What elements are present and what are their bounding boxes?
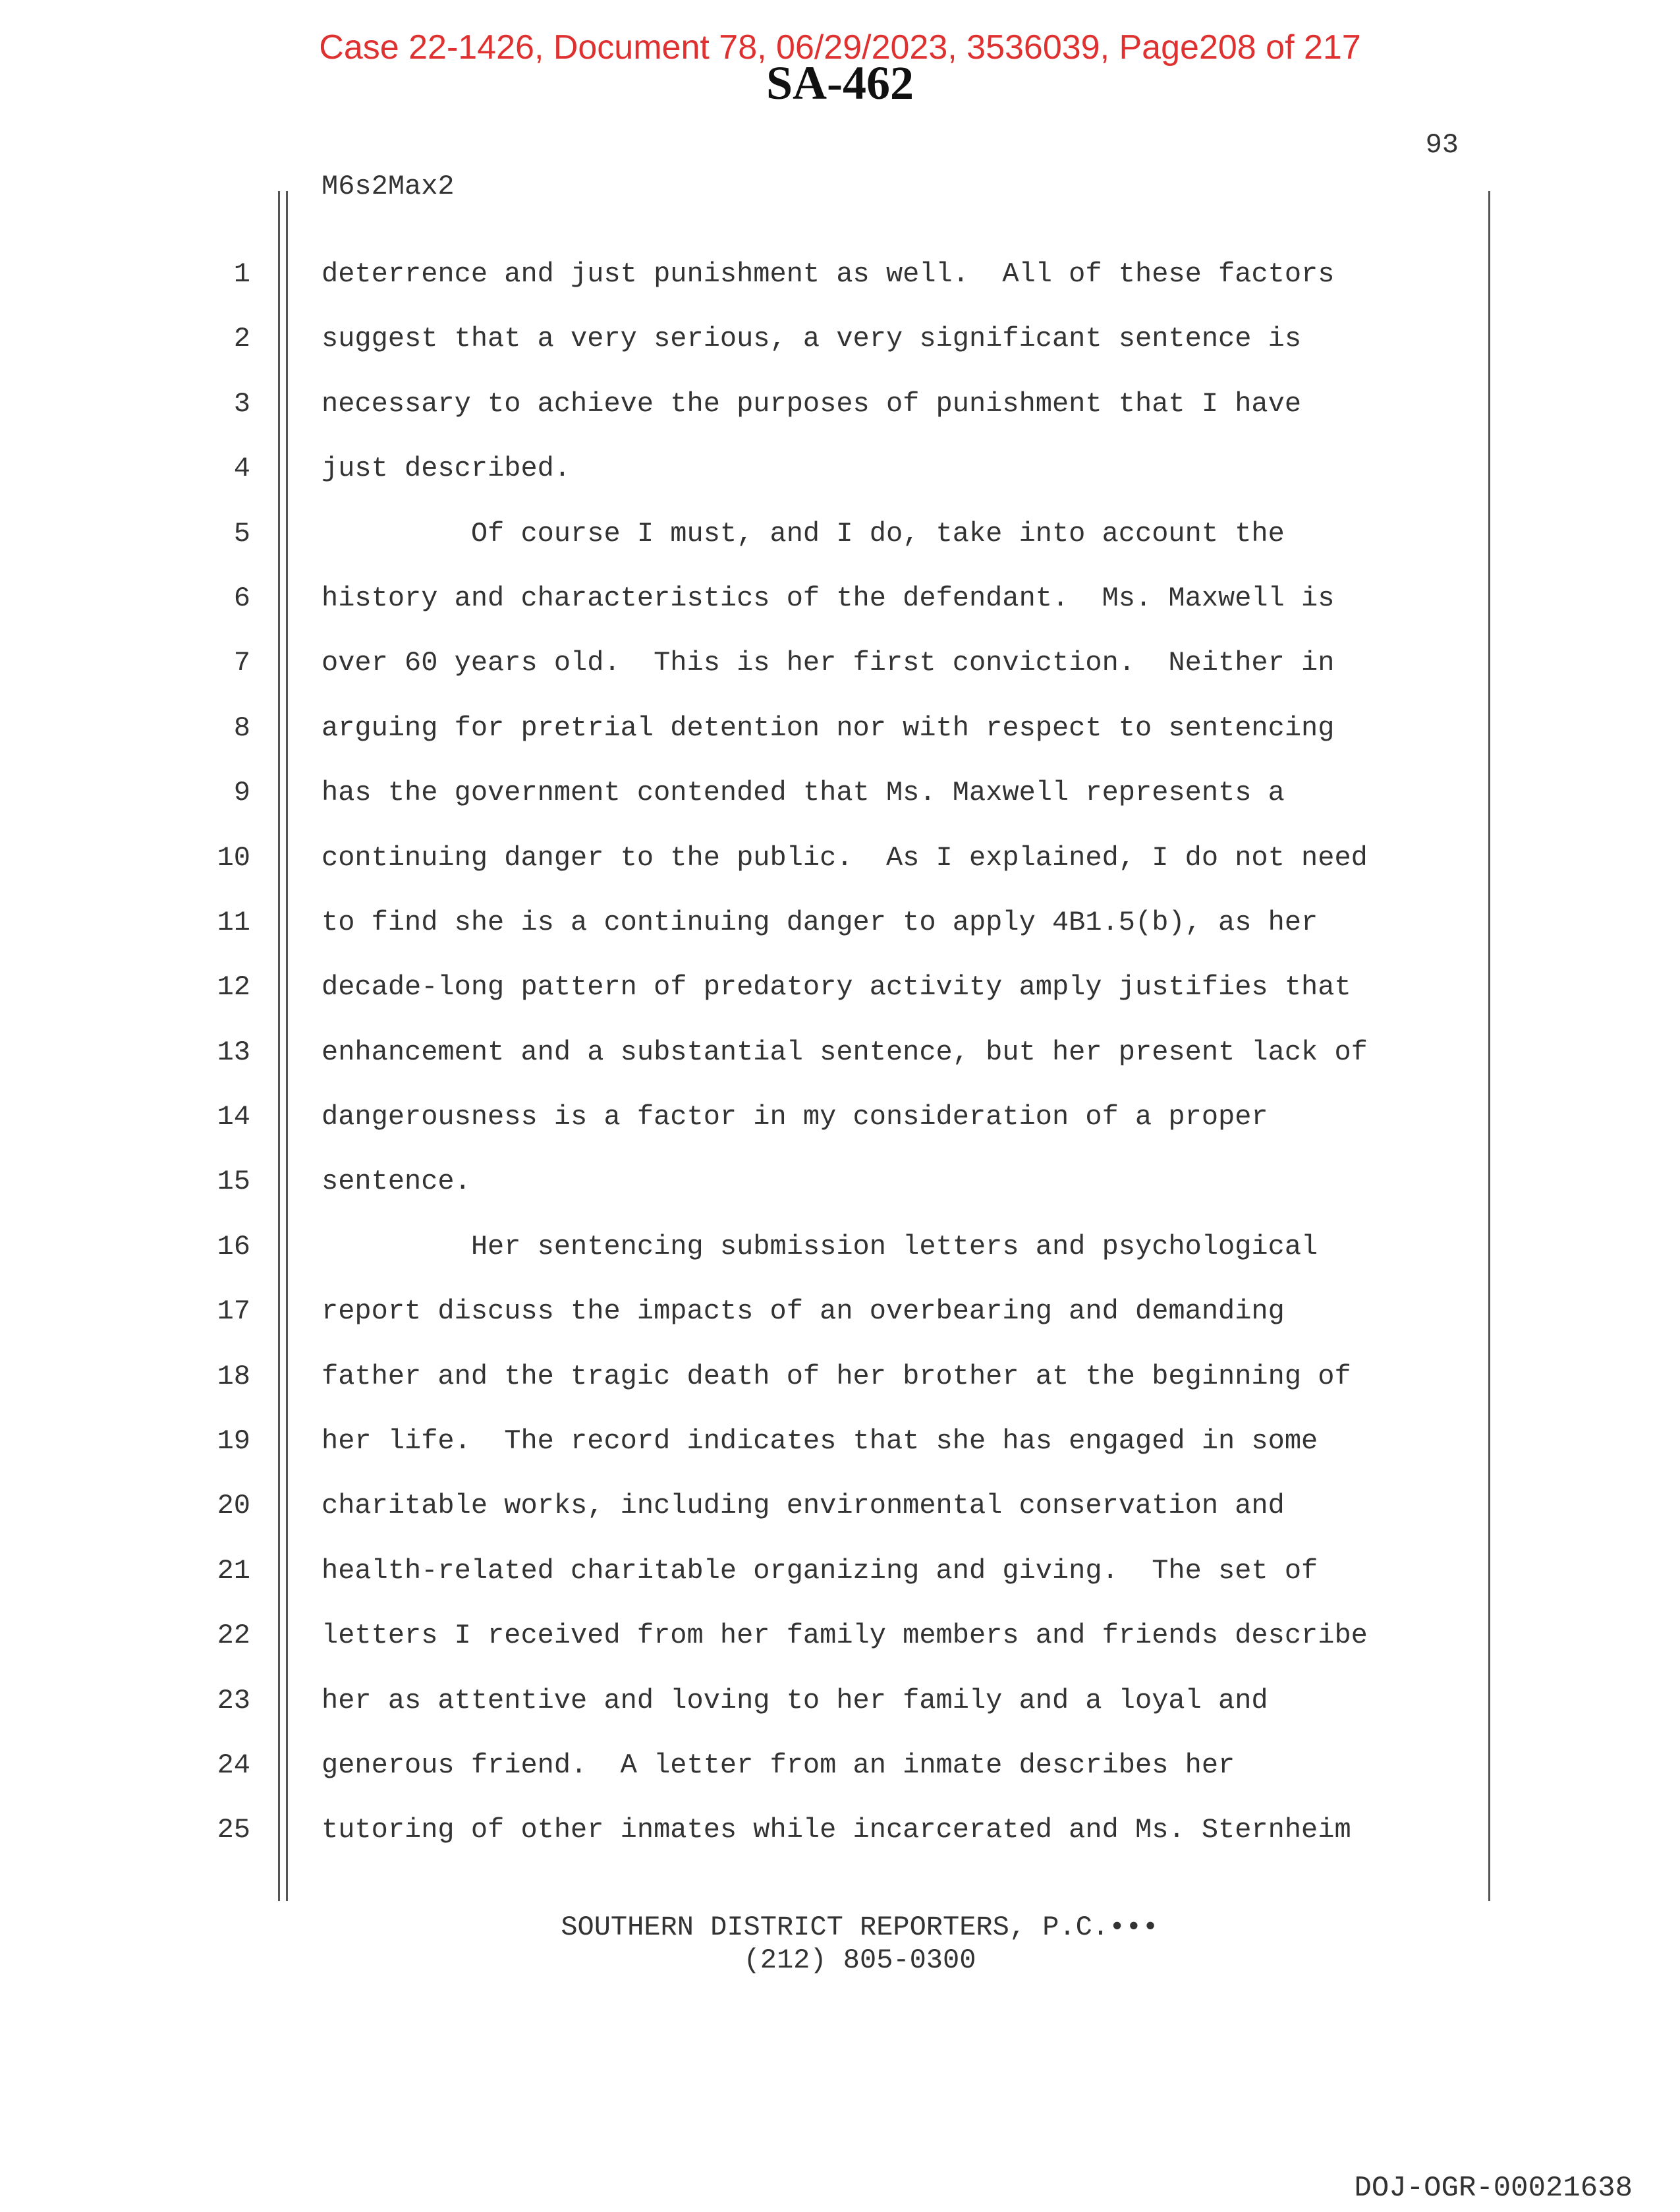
transcript-line: health-related charitable organizing and giving. The set of [322,1554,1318,1587]
transcript-line: over 60 years old. This is her first conviction. Neither in [322,647,1335,679]
left-margin-rule-outer [278,191,280,1901]
transcript-line: generous friend. A letter from an inmate describes her [322,1749,1235,1781]
exhibit-label: SA-462 [766,57,914,109]
transcript-line: report discuss the impacts of an overbearing and demanding [322,1295,1285,1328]
reporter-footer [0,1911,1680,1977]
transcript-line: her life. The record indicates that she has engaged in some [322,1425,1318,1458]
transcript-line: father and the tragic death of her brother at the beginning of [322,1360,1351,1392]
line-number: 13 [217,1036,250,1068]
bates-number: DOJ-OGR-00021638 [1354,2172,1633,2205]
right-margin-rule [1488,191,1490,1901]
reporter-phone: (212) 805-0300 [743,1944,976,1976]
line-number: 21 [217,1554,250,1587]
line-number: 18 [217,1360,250,1392]
reporter-firm-name: SOUTHERN DISTRICT REPORTERS, P.C.••• [561,1912,1159,1943]
line-number: 8 [233,712,250,744]
line-number: 4 [233,453,250,485]
line-number: 12 [217,971,250,1004]
transcript-line: to find she is a continuing danger to apply 4B1.5(b), as her [322,906,1318,938]
case-stamp: Case 22-1426, Document 78, 06/29/2023, 3536039, Page208 of 217 [319,28,1361,67]
transcript-line: sentence. [322,1166,471,1198]
transcript-line: Of course I must, and I do, take into account the [322,517,1285,550]
transcript-line: charitable works, including environmental conservation and [322,1490,1285,1522]
transcript-line: Her sentencing submission letters and psychological [322,1230,1318,1262]
line-number: 2 [233,323,250,355]
transcript-line: dangerousness is a factor in my consideration of a proper [322,1101,1268,1133]
line-number: 5 [233,517,250,550]
line-number: 14 [217,1101,250,1133]
line-number-column [198,254,250,1875]
transcript-line: necessary to achieve the purposes of punishment that I have [322,387,1302,420]
line-number: 25 [217,1814,250,1846]
line-number: 11 [217,906,250,938]
left-margin-rule-inner [286,191,288,1901]
line-number: 9 [233,777,250,809]
transcript-line: arguing for pretrial detention nor with respect to sentencing [322,712,1335,744]
transcript-line: her as attentive and loving to her family and a loyal and [322,1684,1268,1716]
line-number: 7 [233,647,250,679]
transcript-body [322,254,1481,1875]
transcript-line: decade-long pattern of predatory activity amply justifies that [322,971,1351,1004]
line-number: 10 [217,841,250,874]
line-number: 23 [217,1684,250,1716]
line-number: 1 [233,258,250,290]
line-number: 17 [217,1295,250,1328]
transcript-line: continuing danger to the public. As I explained, I do not need [322,841,1368,874]
page-number: 93 [1425,129,1459,161]
line-number: 22 [217,1620,250,1652]
transcript-line: suggest that a very serious, a very significant sentence is [322,323,1302,355]
transcript-line: letters I received from her family members and friends describe [322,1620,1368,1652]
transcript-line: enhancement and a substantial sentence, but her present lack of [322,1036,1368,1068]
transcript-line: tutoring of other inmates while incarcerated and Ms. Sternheim [322,1814,1351,1846]
line-number: 3 [233,387,250,420]
line-number: 6 [233,582,250,614]
line-number: 19 [217,1425,250,1458]
document-code: M6s2Max2 [322,171,455,202]
transcript-line: history and characteristics of the defendant. Ms. Maxwell is [322,582,1335,614]
line-number: 20 [217,1490,250,1522]
transcript-line: just described. [322,453,571,485]
line-number: 24 [217,1749,250,1781]
line-number: 15 [217,1166,250,1198]
transcript-line: has the government contended that Ms. Maxwell represents a [322,777,1285,809]
line-number: 16 [217,1230,250,1262]
transcript-line: deterrence and just punishment as well. All of these factors [322,258,1335,290]
